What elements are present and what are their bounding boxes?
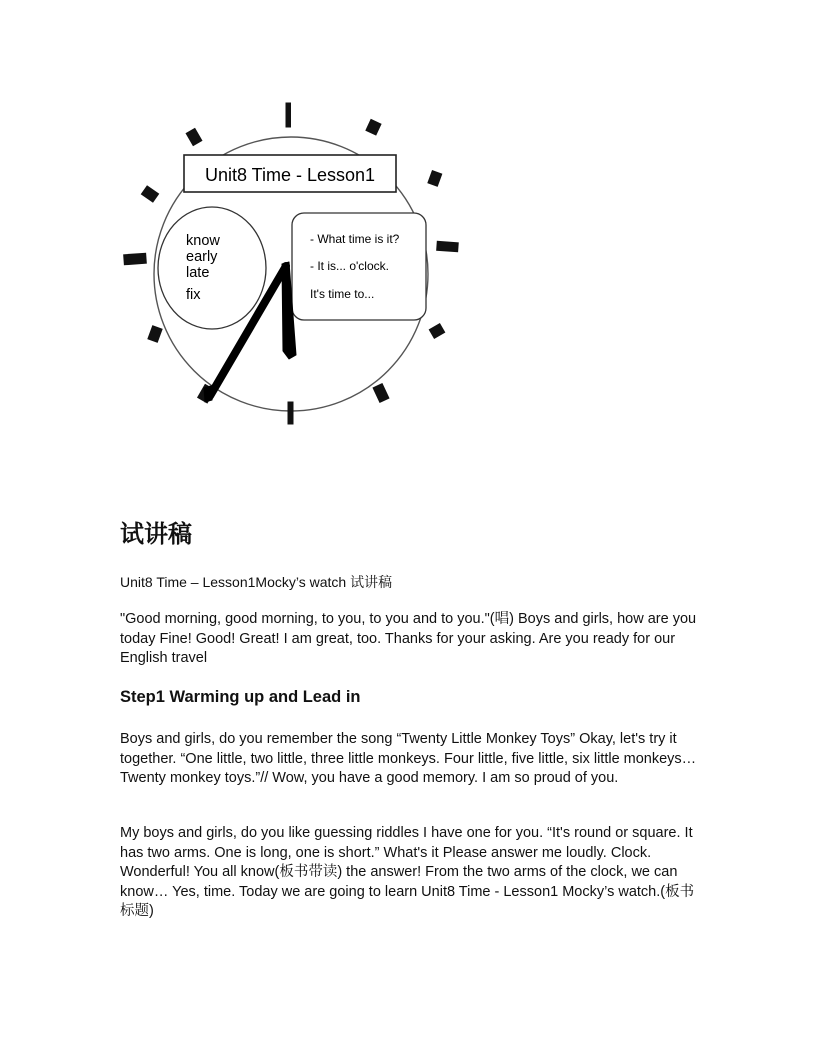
phrase-line: - What time is it?: [310, 232, 400, 246]
step1-heading: Step1 Warming up and Lead in: [120, 688, 361, 706]
vocab-word: late: [186, 265, 210, 281]
tick-10: [141, 186, 158, 202]
tick-3: [437, 241, 459, 251]
tick-9: [124, 253, 147, 265]
vocab-word: know: [186, 233, 220, 249]
vocab-word: fix: [186, 287, 201, 303]
intro-paragraph: "Good morning, good morning, to you, to you and to you."(唱) Boys and girls, how are you today Fine! Good! Great! I am great, too. Thanks for your asking. Are you ready for our English travel: [120, 611, 697, 667]
step1-paragraph-2: My boys and girls, do you like guessing riddles I have one for you. “It's round or square. It has two arms. One is long, one is short.” What's it Please answer me loudly. Clock. Wonderful! You all know(板书带读) the answer! From the two arms of the clock, we can know… Yes, time. Today we are going to learn Unit8 Time - Lesson1 Mocky’s watch.(板书标题): [120, 825, 695, 920]
tick-11: [186, 128, 202, 145]
tick-5: [373, 384, 389, 403]
tick-6: [288, 402, 293, 424]
vocab-word: early: [186, 249, 218, 265]
clock-hand-tip: [204, 385, 214, 402]
doc-subtitle: Unit8 Time – Lesson1Mocky’s watch 试讲稿: [120, 574, 393, 590]
tick-8: [148, 326, 162, 343]
clock-diagram: [0, 0, 816, 480]
tick-1: [366, 119, 381, 135]
tick-4: [429, 324, 444, 339]
page-heading: 试讲稿: [120, 520, 192, 548]
phrase-line: - It is... o'clock.: [310, 259, 389, 273]
tick-2: [428, 171, 442, 187]
vocab-oval: [158, 207, 266, 329]
tick-12: [286, 103, 291, 127]
lesson-title: Unit8 Time - Lesson1: [204, 165, 376, 185]
step1-paragraph-1: Boys and girls, do you remember the song “Twenty Little Monkey Toys” Okay, let's try it together. “One little, two little, three little monkeys. Four little, five little, six little monkeys… Twenty monkey toys.”// Wow, you have a good memory. I am so proud of you.: [120, 731, 697, 787]
phrase-line: It's time to...: [310, 287, 375, 301]
